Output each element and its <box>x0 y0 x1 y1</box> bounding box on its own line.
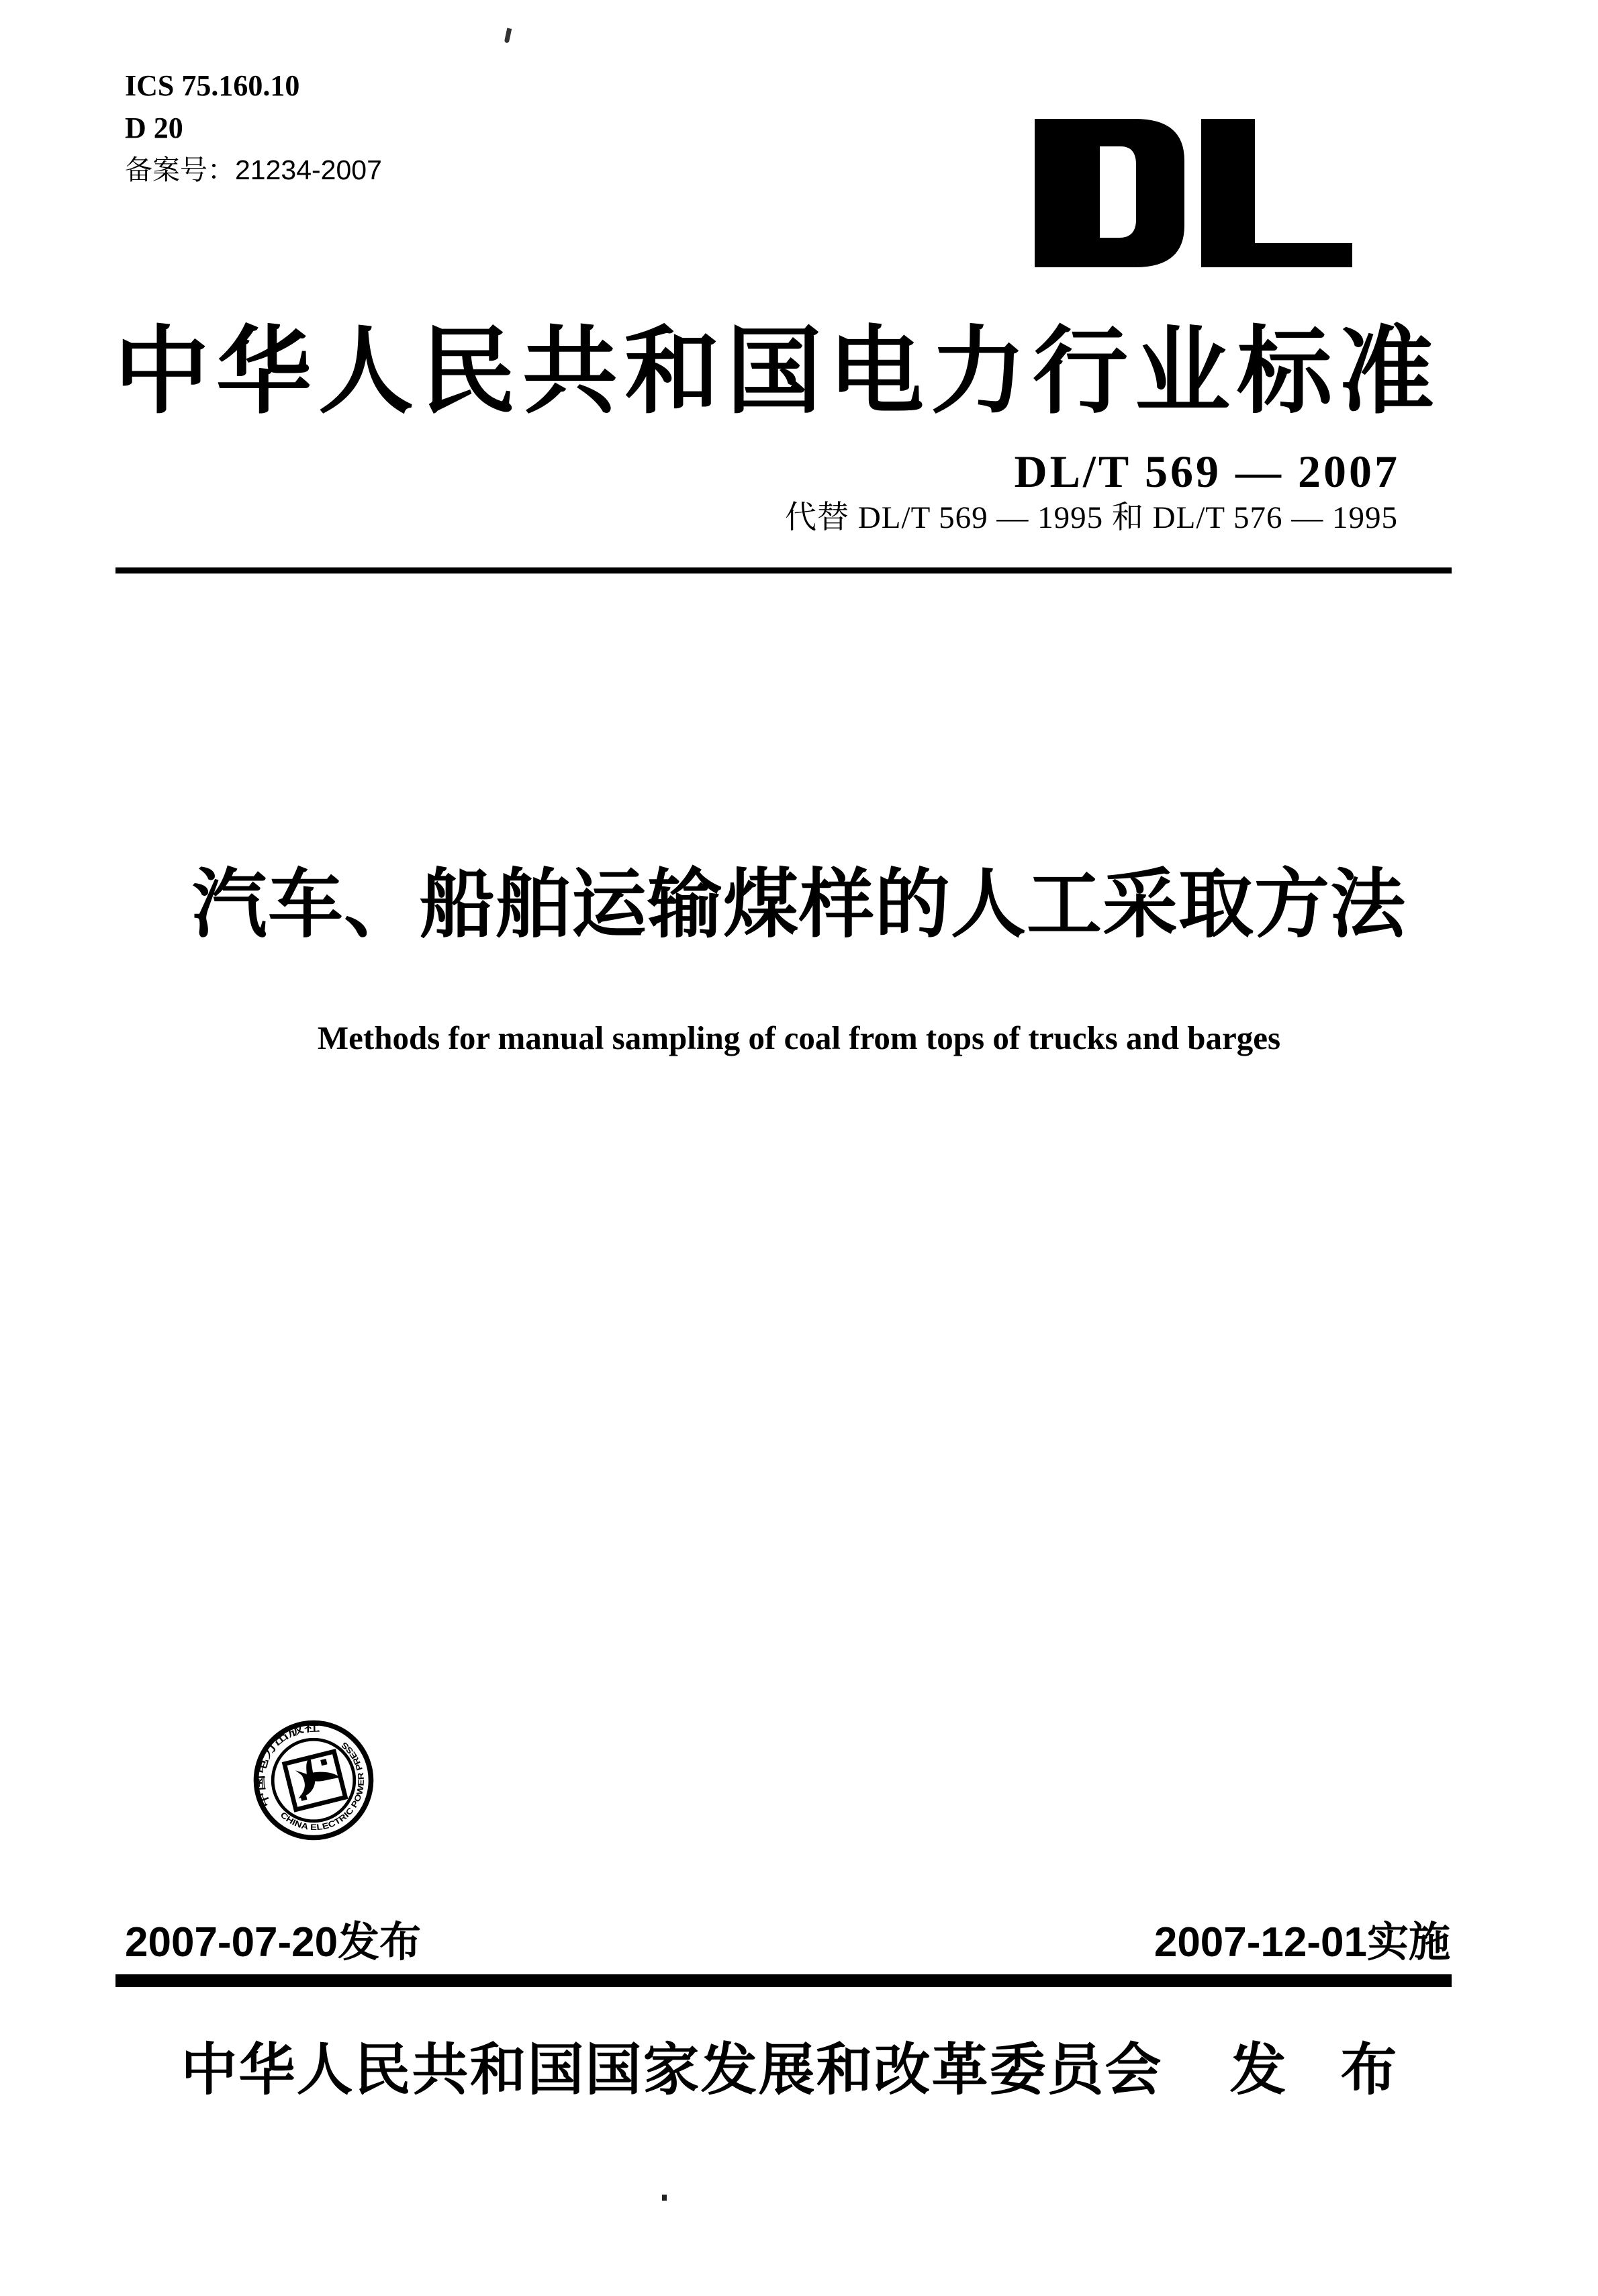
issuer-row <box>0 2039 1598 2102</box>
publisher-seal <box>250 1716 377 1844</box>
standard-number: DL/T 569 — 2007 <box>1014 446 1400 497</box>
scan-artifact-mark <box>504 28 512 44</box>
title-chinese: 汽车、船舶运输煤样的人工采取方法 <box>192 862 1406 946</box>
implementation-date: 2007-12-01实施 <box>1154 1919 1450 1966</box>
replaces-note: 代替 DL/T 569 — 1995 和 DL/T 576 — 1995 <box>785 500 1398 535</box>
dl-logo <box>1035 119 1352 267</box>
header-divider-rule <box>115 567 1452 573</box>
record-number: 备案号：21234-2007 <box>125 154 382 185</box>
footer-divider-rule <box>115 1974 1452 1987</box>
classification-block <box>125 64 382 191</box>
doc-class-code: D 20 <box>125 111 183 144</box>
seal-emblem <box>284 1750 345 1809</box>
dl-logo-icon <box>1035 119 1352 267</box>
scan-artifact-dot <box>662 2195 667 2201</box>
seal-chinese-text: 中国电力出版社 <box>253 1720 317 1810</box>
ics-code: ICS 75.160.10 <box>125 69 300 102</box>
standard-type-title: 中华人民共和国电力行业标准 <box>114 319 1441 425</box>
issuing-body: 中华人民共和国国家发展和改革委员会 <box>181 2039 1163 2102</box>
issue-date: 2007-07-20发布 <box>125 1919 422 1966</box>
publish-label: 发 布 <box>1229 2039 1417 2102</box>
publisher-seal-icon <box>250 1716 377 1844</box>
title-english: Methods for manual sampling of coal from tops of trucks and barges <box>317 1019 1281 1056</box>
seal-english-text: CHINA ELECTRIC POWER PRESS <box>278 1741 367 1833</box>
